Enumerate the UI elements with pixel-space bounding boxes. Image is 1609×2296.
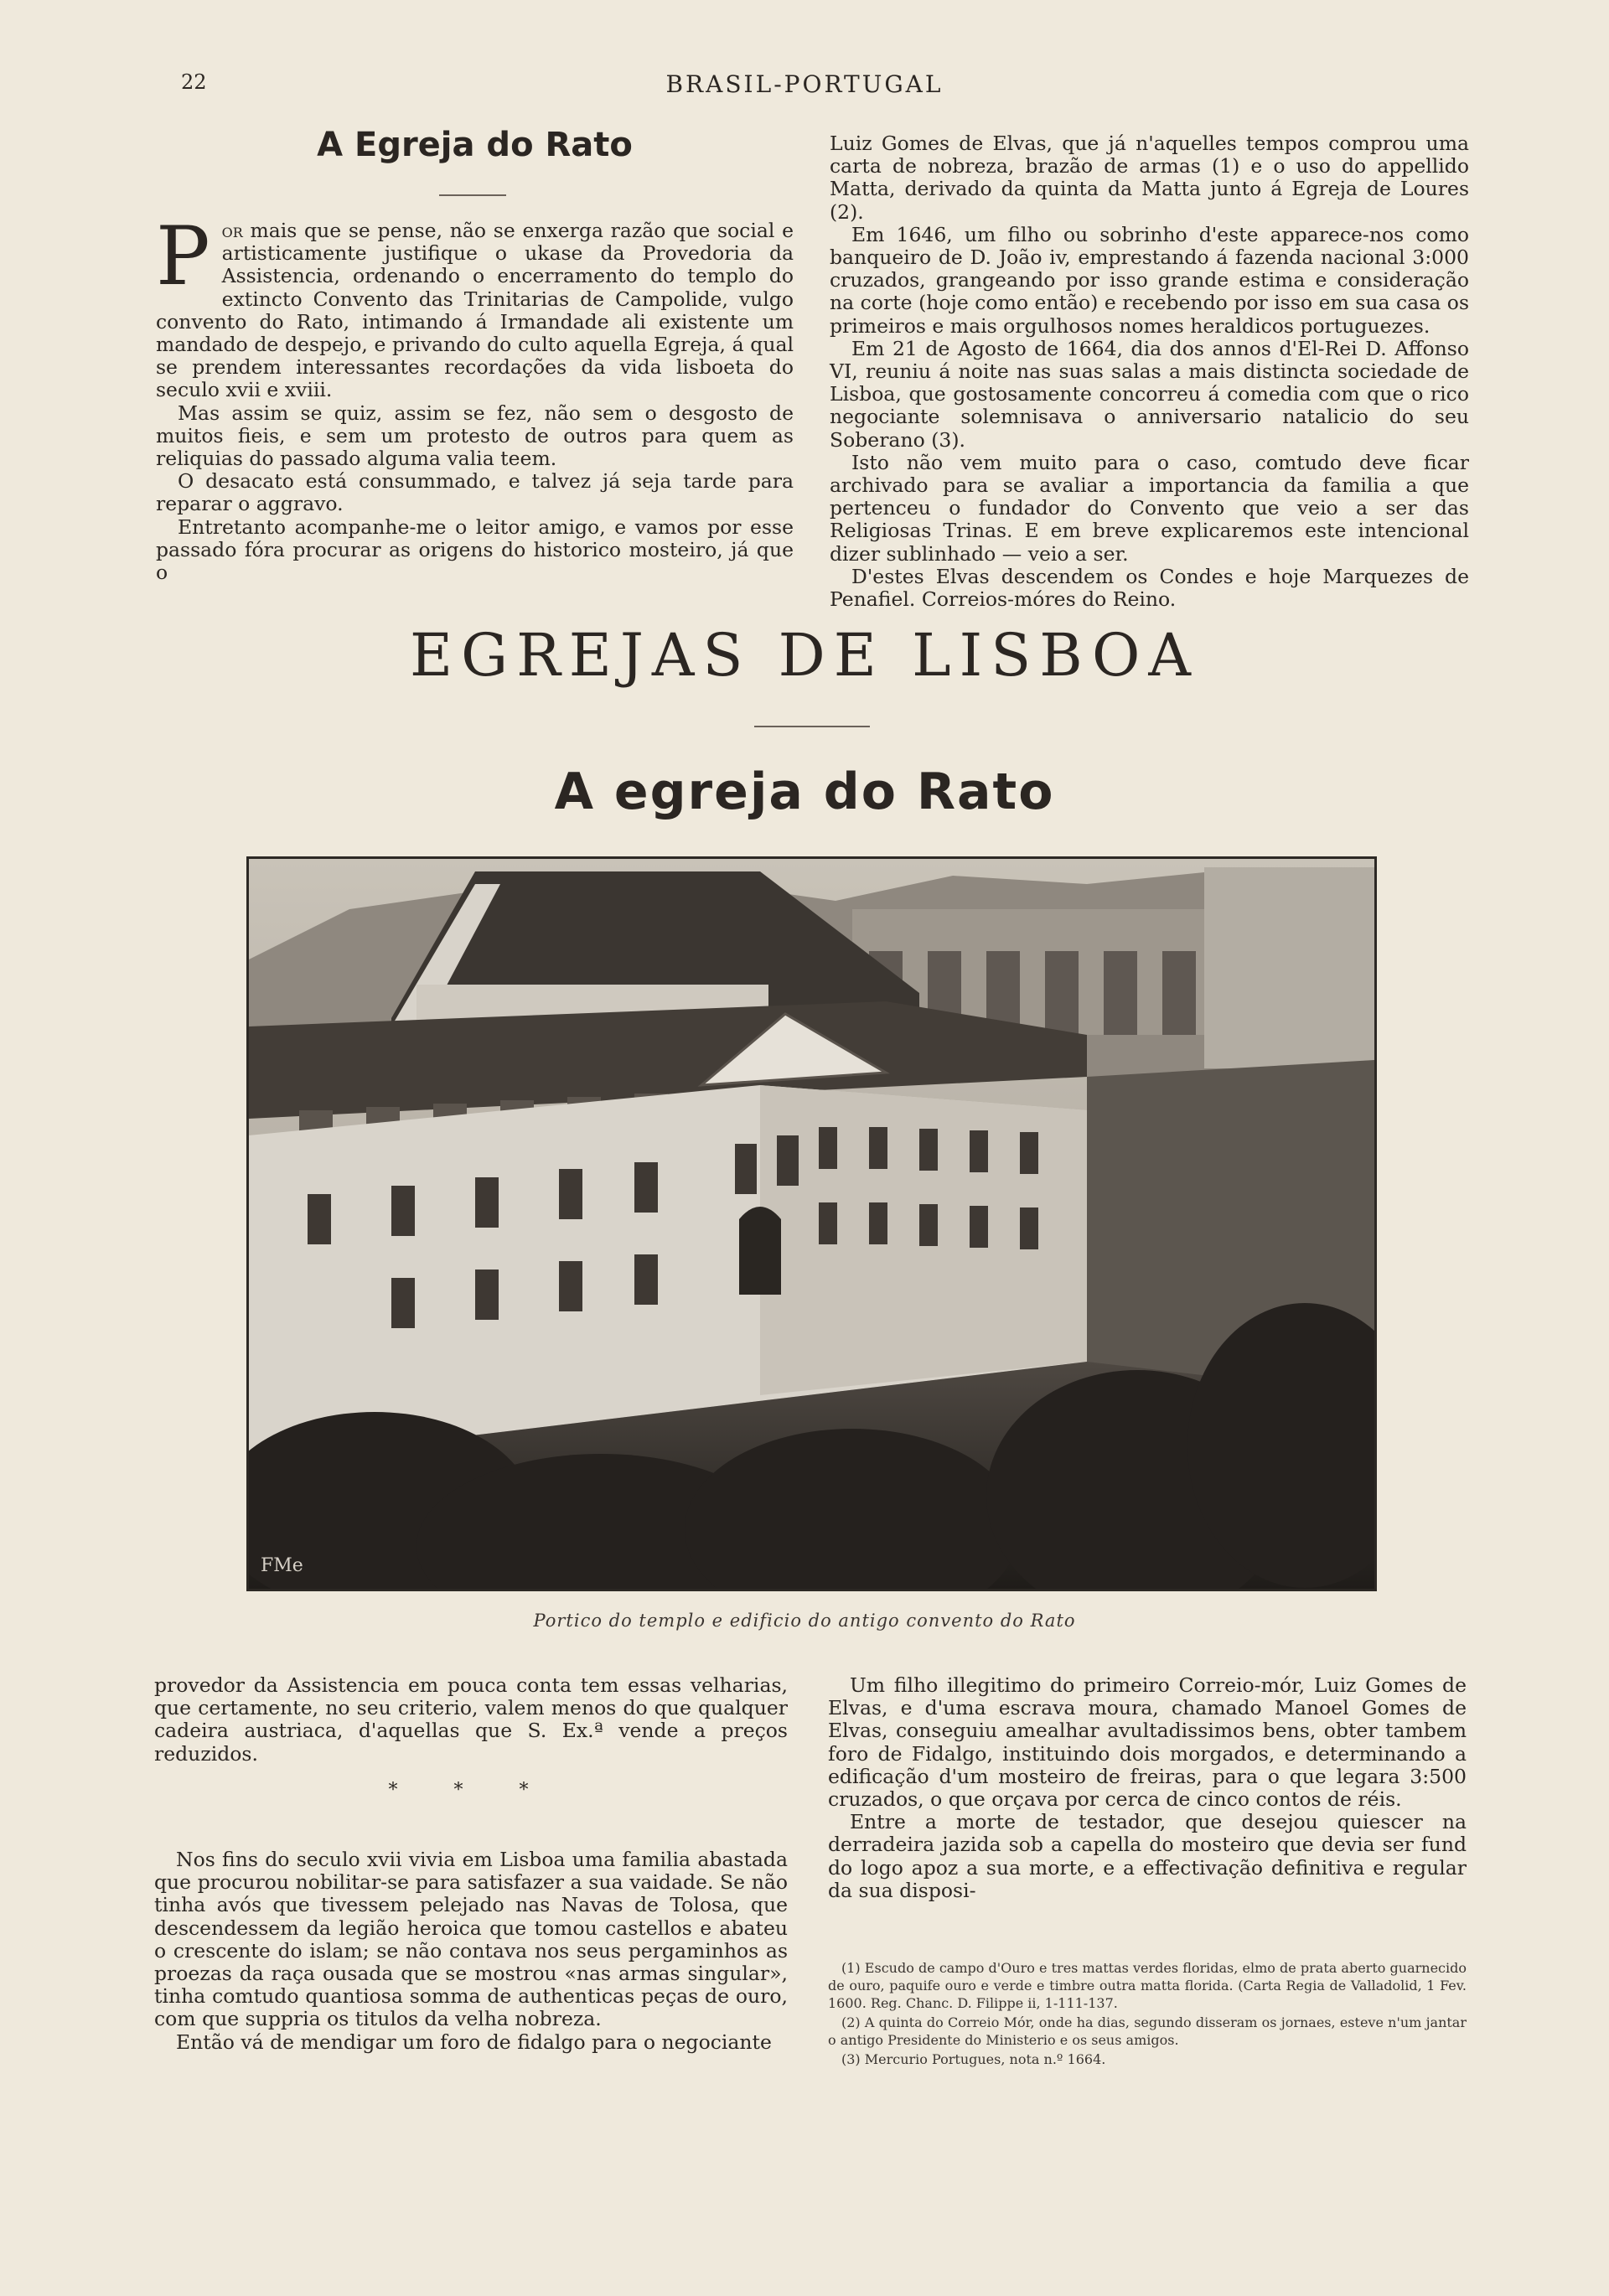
paragraph: O desacato está consummado, e talvez já seja tarde para reparar o aggravo. xyxy=(156,469,794,516)
paragraph: D'estes Elvas descendem os Condes e hoje Marquezes de Penafiel. Correios-móres do Reino. xyxy=(830,564,1469,612)
photo-caption: Portico do templo e edificio do antigo convento do Rato xyxy=(533,1611,1076,1631)
intro-first-word: or xyxy=(221,219,243,242)
page-number: 22 xyxy=(181,70,207,94)
convent-photograph xyxy=(246,856,1377,1591)
paragraph: Isto não vem muito para o caso, comtudo deve ficar archivado para se avaliar a importancia da familia a que pertenceu o fundador do Convento que veio a ser das Religiosas Trinas. E em breve explicaremos este intencional dizer sublinhado — veio a ser. xyxy=(830,450,1469,566)
right-top-column xyxy=(830,132,1469,611)
paragraph: Então vá de mendigar um foro de fidalgo para o negociante xyxy=(176,2030,772,2054)
paragraph: provedor da Assistencia em pouca conta tem essas velharias, que certamente, no seu criterio, valem menos do que qualquer cadeira austriaca, d'aquellas que S. Ex.ª vende a preços reduzidos. xyxy=(154,1673,788,1766)
article-heading: A Egreja do Rato xyxy=(317,126,633,164)
footnote: (1) Escudo de campo d'Ouro e tres mattas verdes floridas, elmo de prata aberto guarnecido de ouro, paquife ouro e verde e timbre outra matta florida. (Carta Regia de Valladolid, 1 Fev. 1600. Reg. Chanc. D. Filippe ii, 1-111-137. xyxy=(828,1960,1467,2011)
intro-text: mais que se pense, não se enxerga razão que social e artisticamente justifique o ukase da Provedoria da Assistencia, ordenando o encerramento do templo do extincto Convento das Trinitarias de Campolide, vulgo convento do Rato, intimando á Irmandade ali existente um mandado de despejo, e privando do culto aquella Egreja, á qual se prendem interessantes recordações da vida lisboeta do seculo xvii e xviii. xyxy=(156,219,794,402)
paragraph: Entretanto acompanhe-me o leitor amigo, e vamos por esse passado fóra procurar as origens do historico mosteiro, já que o xyxy=(156,515,794,585)
section-rule xyxy=(754,726,870,727)
section-subtitle: A egreja do Rato xyxy=(554,763,1055,821)
footnote: (2) A quinta do Correio Mór, onde ha dias, segundo disseram os jornaes, esteve n'um jantar o antigo Presidente do Ministerio e os seus amigos. xyxy=(828,2014,1467,2048)
intro-paragraph xyxy=(156,209,794,402)
paragraph: Entre a morte de testador, que desejou quiescer na derradeira jazida sob a capella do mosteiro que devia ser fund do logo apoz a sua morte, e a effectivação definitiva e regular da sua disposi- xyxy=(828,1810,1467,1902)
footnote: (3) Mercurio Portugues, nota n.º 1664. xyxy=(841,2051,1106,2067)
right-bottom-column xyxy=(828,1674,1467,1902)
paragraph: Luiz Gomes de Elvas, que já n'aquelles tempos comprou uma carta de nobreza, brazão de armas (1) e o uso do appellido Matta, derivado da quinta da Matta junto á Egreja de Loures (2). xyxy=(830,132,1469,224)
convent-illustration xyxy=(249,859,1374,1589)
paragraph: Em 1646, um filho ou sobrinho d'este apparece-nos como banqueiro de D. João iv, emprestando á fazenda nacional 3:000 cruzados, grangeando por isso grande estima e consideração na corte (hoje como então) e recebendo por isso em sua casa os primeiros e mais orgulhosos nomes heraldicos portuguezes. xyxy=(830,222,1469,338)
running-header: BRASIL-PORTUGAL xyxy=(665,70,944,98)
left-bottom-column-continued xyxy=(154,1849,788,2054)
paragraph: Nos fins do seculo xvii vivia em Lisboa uma familia abastada que procurou nobilitar-se para satisfazer a sua vaidade. Se não tinha avós que tivessem pelejado nas Navas de Tolosa, que descendessem da legião heroica que tomou castellos e abateu o crescente do islam; se não contava nos seus pergaminhos as proezas da raça ousada que se mostrou «nas armas singular», tinha comtudo quantiosa somma de authenticas peças de ouro, com que suppria os titulos da velha nobreza. xyxy=(154,1848,788,2031)
paragraph: Um filho illegitimo do primeiro Correio-mór, Luiz Gomes de Elvas, e d'uma escrava moura, chamado Manoel Gomes de Elvas, conseguiu amealhar avultadissimos bens, obter tambem foro de Fidalgo, instituindo dois morgados, e determinando a edificação d'um mosteiro de freiras, para o que legara 3:500 cruzados, o que orçava por cerca de cinco contos de réis. xyxy=(828,1673,1467,1812)
footnotes xyxy=(828,1959,1467,2070)
left-top-column xyxy=(156,209,794,585)
section-separator: * * * xyxy=(388,1780,554,1801)
photo-monogram: FMe xyxy=(261,1555,303,1576)
paragraph: Mas assim se quiz, assim se fez, não sem o desgosto de muitos fieis, e sem um protesto de outros para quem as reliquias do passado alguma valia teem. xyxy=(156,401,794,471)
heading-rule xyxy=(439,194,506,196)
section-title: EGREJAS DE LISBOA xyxy=(410,621,1199,690)
left-bottom-column xyxy=(154,1674,788,1766)
drop-cap: P xyxy=(156,209,210,303)
paragraph: Em 21 de Agosto de 1664, dia dos annos d'El-Rei D. Affonso VI, reuniu á noite nas suas salas a mais distincta sociedade de Lisboa, que gostosamente concorreu á comedia com que o rico negociante solemnisava o anniversario natalicio do seu Soberano (3). xyxy=(830,336,1469,452)
